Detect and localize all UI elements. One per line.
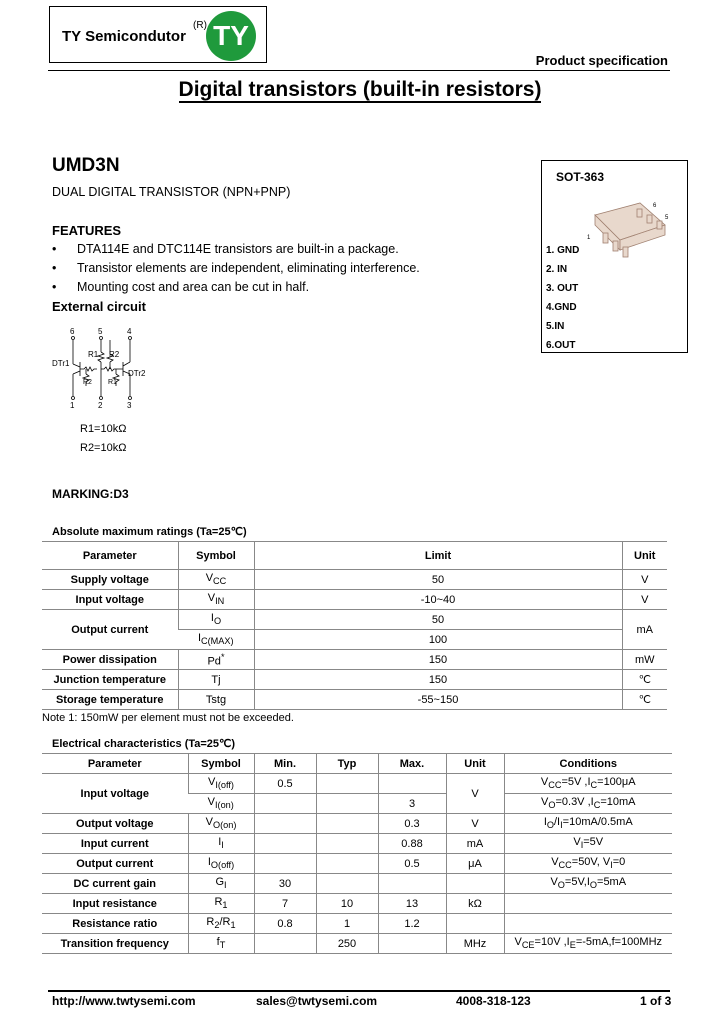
feature-item: • Mounting cost and area can be cut in half. (52, 280, 310, 294)
col-header: Min. (254, 754, 316, 774)
r1-label: R1 (88, 350, 99, 359)
pin-label: 6 (70, 327, 75, 336)
footer-phone: 4008-318-123 (456, 994, 531, 1008)
part-description: DUAL DIGITAL TRANSISTOR (NPN+PNP) (52, 185, 291, 199)
table-row: Input resistance $R_1$ 7 10 13 kΩ (42, 894, 672, 914)
footer-email[interactable]: sales@twtysemi.com (256, 994, 378, 1008)
feature-item: • DTA114E and DTC114E transistors are built-in a package. (52, 242, 399, 256)
package-drawing (585, 195, 680, 270)
product-spec-label: Product specification (535, 53, 668, 68)
pin-label: 1 (70, 401, 75, 410)
col-header: Symbol (178, 542, 254, 570)
footer-url[interactable]: http://www.twtysemi.com (52, 994, 196, 1008)
table-row: Storage temperature Tstg -55~150 ℃ (42, 690, 667, 710)
col-header: Limit (254, 542, 622, 570)
table-row: Input voltage $V_{I(off)}$ 0.5 V $V_{CC}=5V$ $,I_C=100\mu A$ (42, 774, 672, 794)
r1-value: R1=10kΩ (80, 423, 127, 435)
pin-label: 5 (98, 327, 103, 336)
pin-label: 4 (127, 327, 132, 336)
ty-logo: TY (206, 11, 256, 61)
abs-max-caption: Absolute maximum ratings (Ta=25℃) (52, 526, 247, 538)
footnote: Note 1: 150mW per element must not be exceeded. (42, 712, 294, 724)
electrical-table (42, 753, 672, 954)
table-row: DC current gain $G_I$ 30 $V_O=5V,I_O=5mA$ (42, 874, 672, 894)
col-header: Symbol (188, 754, 254, 774)
col-header: Parameter (42, 754, 188, 774)
table-row: Transition frequency $f_T$ 250 MHz $V_{CE}=10V$ $,I_E=-5mA,f=100MHz$ (42, 934, 672, 954)
table-row: Output current $I_O$ 50 mA (42, 610, 667, 630)
table-header-row (42, 542, 667, 570)
r1-label: R1 (108, 379, 117, 386)
r2-value: R2=10kΩ (80, 442, 127, 454)
package-pin-mark: 1 (587, 235, 591, 241)
package-pin-mark: 5 (665, 215, 669, 221)
package-pin-mark: 6 (653, 203, 657, 209)
col-header: Unit (622, 542, 667, 570)
package-pin: 2. IN (546, 264, 568, 275)
feature-item: • Transistor elements are independent, eliminating interference. (52, 261, 420, 275)
table-row: Resistance ratio $R_2/R_1$ 0.8 1 1.2 (42, 914, 672, 934)
r2-label: R2 (83, 379, 92, 386)
table-row: Output voltage $V_{O(on)}$ 0.3 V $I_O/I_I=10mA/0.5mA$ (42, 814, 672, 834)
pin-label: 3 (127, 401, 132, 410)
table-header-row (42, 754, 672, 774)
package-pin: 1. GND (546, 245, 580, 256)
features-heading: FEATURES (52, 223, 122, 238)
table-row: $I_{C(MAX)}$ 100 (42, 630, 667, 650)
col-header: Conditions (504, 754, 672, 774)
package-name: SOT-363 (556, 170, 605, 184)
pin-label: 2 (98, 401, 103, 410)
col-header: Typ (316, 754, 378, 774)
table-row: Power dissipation Pd* 150 mW (42, 650, 667, 670)
package-pin: 6.OUT (546, 340, 576, 351)
table-row: Output current $I_{O(off)}$ 0.5 μA $V_{CC}=50V$, $V_I=0$ (42, 854, 672, 874)
table-row: Input voltage $V_{IN}$ -10~40 V (42, 590, 667, 610)
r2-label: R2 (109, 350, 120, 359)
marking: MARKING:D3 (52, 487, 129, 501)
col-header: Max. (378, 754, 446, 774)
table-row: Junction temperature Tj 150 ℃ (42, 670, 667, 690)
table-row: Supply voltage $V_{CC}$ 50 V (42, 570, 667, 590)
page-title: Digital transistors (built-in resistors) (178, 78, 542, 101)
registered-mark: (R) (193, 20, 207, 31)
dtr1-label: DTr1 (52, 359, 70, 368)
elec-caption: Electrical characteristics (Ta=25℃) (52, 738, 236, 750)
external-circuit-diagram (50, 322, 160, 414)
package-pin: 3. OUT (546, 283, 579, 294)
table-row: $V_{I(on)}$ 3 $V_O=0.3V$ $,I_C=10mA$ (42, 794, 672, 814)
abs-max-table (42, 541, 667, 710)
part-number: UMD3N (52, 155, 120, 176)
table-row: Input current $I_I$ 0.88 mA $V_I=5V$ (42, 834, 672, 854)
page-number: 1 of 3 (640, 994, 672, 1008)
package-pin: 5.IN (546, 321, 565, 332)
header-divider (48, 70, 670, 71)
col-header: Parameter (42, 542, 178, 570)
package-pin: 4.GND (546, 302, 577, 313)
dtr2-label: DTr2 (128, 369, 146, 378)
footer-divider (48, 990, 670, 992)
company-name: TY Semicondutor (62, 28, 186, 45)
col-header: Unit (446, 754, 504, 774)
circuit-heading: External circuit (52, 299, 146, 314)
